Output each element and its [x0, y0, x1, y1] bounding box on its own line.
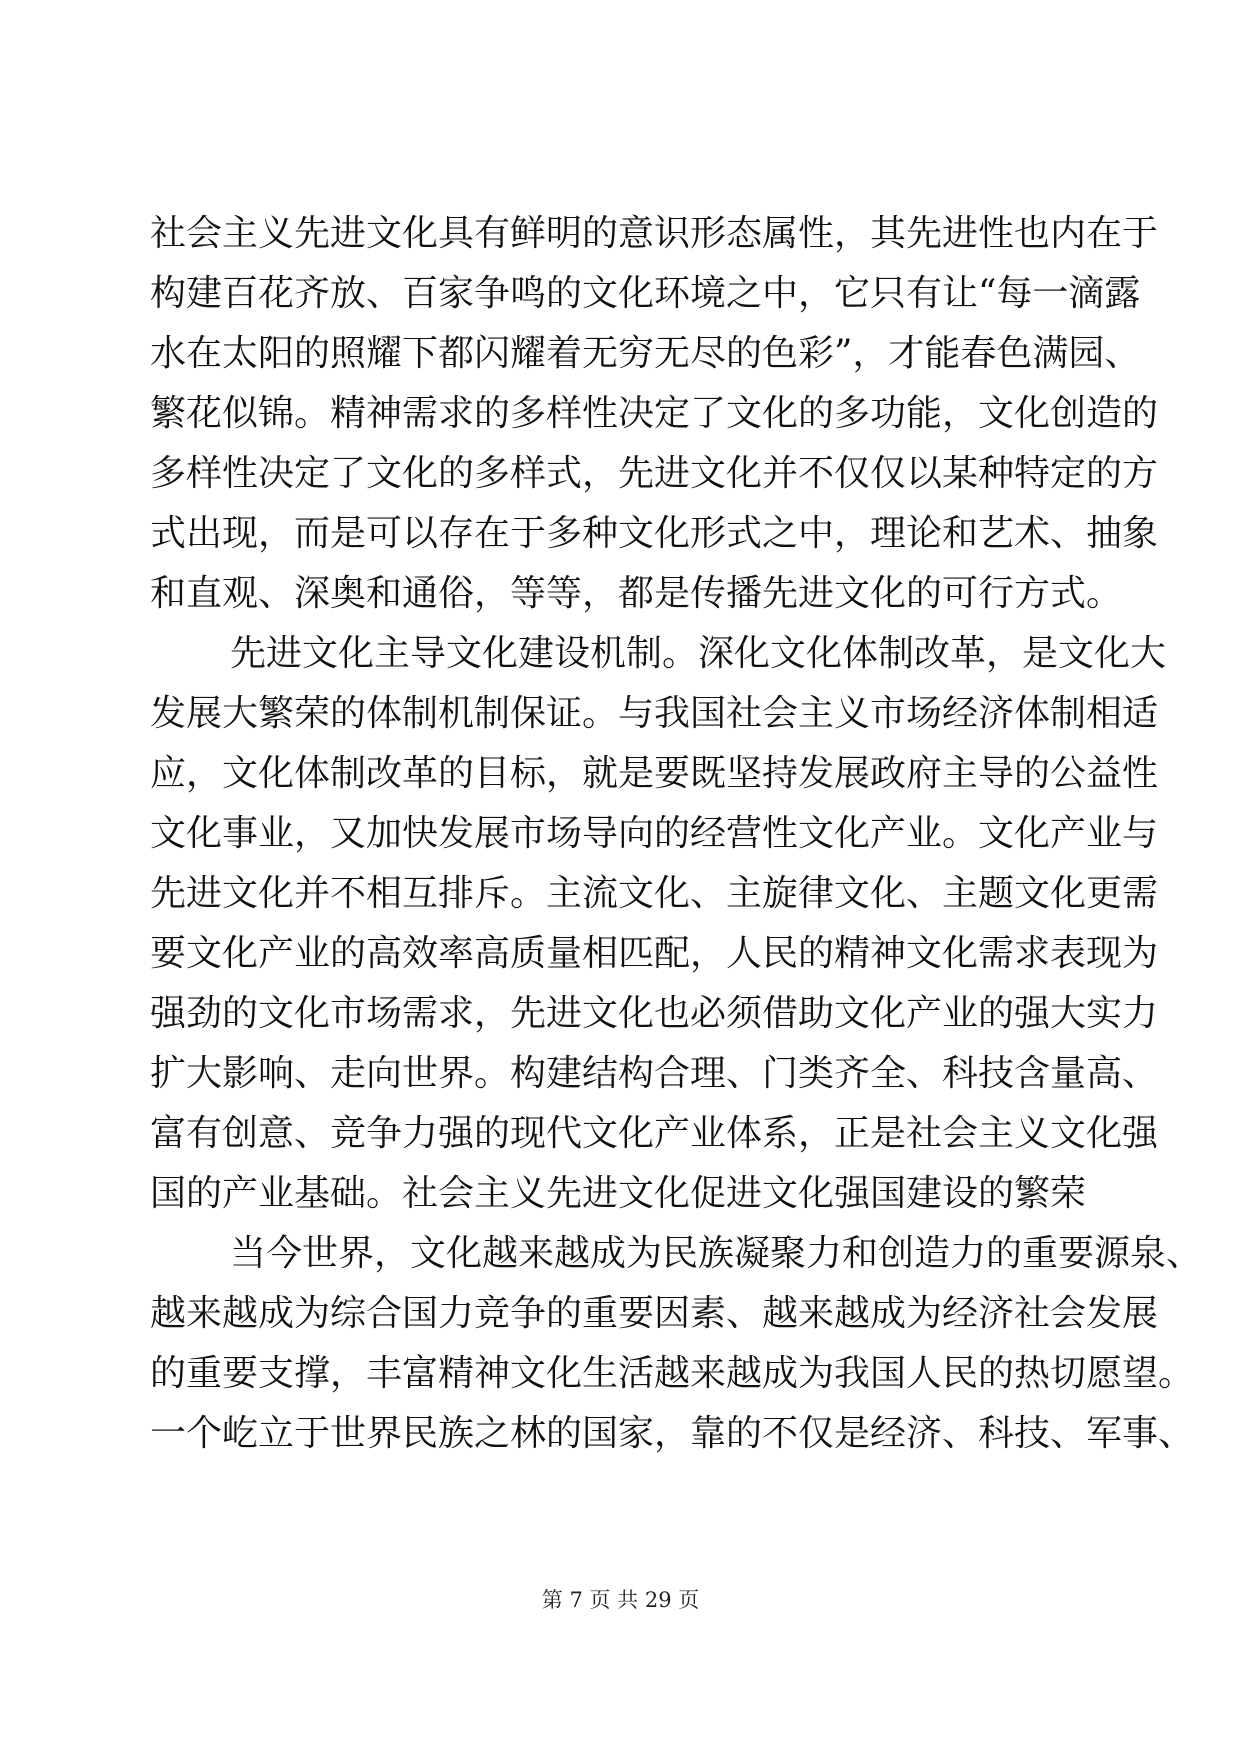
- text-line: 先进文化并不相互排斥。主流文化、主旋律文化、主题文化更需: [150, 873, 1159, 914]
- text-line: 越来越成为综合国力竞争的重要因素、越来越成为经济社会发展: [150, 1293, 1159, 1334]
- text-line: 构建百花齐放、百家争鸣的文化环境之中，它只有让“每一滴露: [150, 273, 1141, 314]
- text-line: 一个屹立于世界民族之林的国家，靠的不仅是经济、科技、军事、: [150, 1413, 1195, 1454]
- page-number-footer: 第 7 页 共 29 页: [541, 1588, 700, 1612]
- text-line: 先进文化主导文化建设机制。深化文化体制改革，是文化大: [230, 633, 1167, 674]
- text-line: 式出现，而是可以存在于多种文化形式之中，理论和艺术、抽象: [150, 513, 1159, 554]
- text-line: 国的产业基础。社会主义先进文化促进文化强国建设的繁荣: [150, 1173, 1087, 1214]
- paragraph-3: [150, 1224, 1203, 1464]
- paragraph-2: [150, 624, 1167, 1224]
- text-line: 多样性决定了文化的多样式，先进文化并不仅仅以某种特定的方: [150, 453, 1159, 494]
- text-line: 文化事业，又加快发展市场导向的经营性文化产业。文化产业与: [150, 813, 1159, 854]
- text-line: 要文化产业的高效率高质量相匹配，人民的精神文化需求表现为: [150, 933, 1159, 974]
- paragraph-1: [150, 204, 1159, 624]
- text-line: 社会主义先进文化具有鲜明的意识形态属性，其先进性也内在于: [150, 213, 1159, 254]
- text-line: 发展大繁荣的体制机制保证。与我国社会主义市场经济体制相适: [150, 693, 1159, 734]
- text-line: 和直观、深奥和通俗，等等，都是传播先进文化的可行方式。: [150, 573, 1123, 614]
- text-line: 应，文化体制改革的目标，就是要既坚持发展政府主导的公益性: [150, 753, 1159, 794]
- text-line: 水在太阳的照耀下都闪耀着无穷无尽的色彩”，才能春色满园、: [150, 333, 1141, 374]
- text-line: 扩大影响、走向世界。构建结构合理、门类齐全、科技含量高、: [150, 1053, 1159, 1094]
- text-line: 的重要支撑，丰富精神文化生活越来越成为我国人民的热切愿望。: [150, 1353, 1195, 1394]
- document-body: [150, 204, 1203, 1464]
- text-line: 繁花似锦。精神需求的多样性决定了文化的多功能，文化创造的: [150, 393, 1159, 434]
- text-line: 富有创意、竞争力强的现代文化产业体系，正是社会主义文化强: [150, 1113, 1159, 1154]
- text-line: 当今世界，文化越来越成为民族凝聚力和创造力的重要源泉、: [230, 1233, 1203, 1274]
- text-line: 强劲的文化市场需求，先进文化也必须借助文化产业的强大实力: [150, 993, 1159, 1034]
